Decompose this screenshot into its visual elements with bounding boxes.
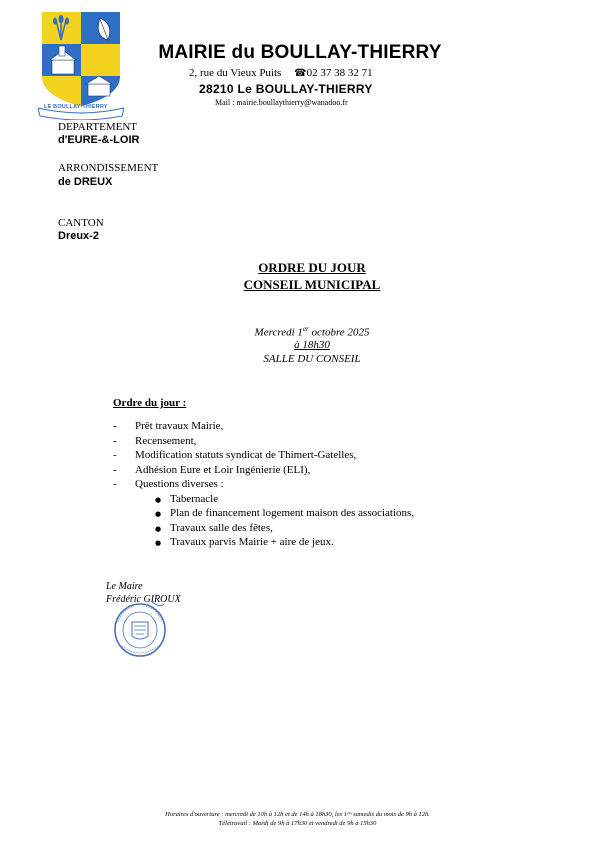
arrondissement-label: ARRONDISSEMENT [58,162,159,174]
agenda-sub-item [155,506,414,521]
official-stamp-seal [112,600,168,660]
meeting-date-sup: er [302,325,309,333]
agenda-sub-item-text: Travaux salle des fêtes, [170,521,273,534]
meeting-date-day: Mercredi 1 [254,326,303,339]
agenda-sub-item [155,492,414,507]
heading-ordre-du-jour: ORDRE DU JOUR [258,260,366,275]
footer-opening-hours: Horaires d'ouverture : mercredi de 10h à 12h et de 14h à 18h30, les 1ᵉʳˢ samedis du mois de 9h à 12h. [165,811,430,818]
mairie-title: MAIRIE du BOULLAY-THIERRY [158,42,442,63]
address-line [189,67,373,79]
agenda-title: Ordre du jour : [113,397,187,409]
canton-value: Dreux-2 [58,230,99,242]
agenda-sub-item-text: Plan de financement logement maison des associations, [170,507,415,519]
meeting-room: SALLE DU CONSEIL [263,353,361,365]
arrondissement-value: de DREUX [58,176,113,188]
signature-role: Le Maire [106,581,143,592]
agenda-item-text: Modification statuts syndicat de Thimert-Gatelles, [135,449,357,461]
agenda-sub-item-text: Travaux parvis Mairie + aire de jeux. [170,536,334,548]
meeting-time [200,339,424,351]
bullet-icon: ● [155,495,162,504]
agenda-sub-item-text: Tabernacle [170,492,219,505]
bullet-icon: ● [155,524,162,533]
telephone-icon: ☎ [294,68,307,79]
departement-label: DEPARTEMENT [58,121,137,133]
email-line: Mail : mairie.boullaythierry@wanadoo.fr [215,98,348,107]
street-address: 2, rue du Vieux Puits [189,67,282,79]
agenda-item-text: Questions diverses : [135,478,224,490]
agenda-sub-list [135,492,414,550]
meeting-date [200,325,424,339]
agenda-list [113,419,414,550]
meeting-time-text: à 18h30 [294,339,330,351]
agenda-sub-item [155,521,414,536]
agenda-item-text: Adhésion Eure et Loir Ingénierie (ELI), [135,463,311,476]
bullet-icon: ● [155,539,162,547]
agenda-item-text: Prêt travaux Mairie, [135,420,224,432]
city-postal: 28210 Le BOULLAY-THIERRY [199,82,373,96]
agenda-item: - Adhésion Eure et Loir Ingénierie (ELI), [113,463,311,476]
agenda-item-text: Recensement, [135,434,197,447]
heading-conseil-municipal: CONSEIL MUNICIPAL [243,277,381,292]
bullet-icon: ● [155,510,162,518]
agenda-sub-item [155,535,414,550]
agenda-item: - Recensement, [113,434,197,447]
agenda-item: - Modification statuts syndicat de Thimert-Gatelles, [113,449,357,461]
signature-name: Frédéric GIROUX [106,594,181,605]
crest-banner-text: LE BOULLAY-THIERRY [44,104,108,110]
agenda-item: - Prêt travaux Mairie, [113,420,224,432]
departement-value: d'EURE-&-LOIR [58,134,140,146]
agenda-item: - Questions diverses : ● Tabernacle ● Plan de financement logement maison des associations, ● Travaux salle des fêtes, ● Travaux parvis Mairie + aire de jeux. [113,477,414,550]
meeting-date-month: octobre 2025 [308,326,370,339]
canton-label: CANTON [58,217,104,229]
footer-telework-hours: Télétravail : Mardi de 9h à 17h30 et vendredi de 9h à 15h30 [218,820,377,827]
phone-number: 02 37 38 32 71 [306,67,373,79]
